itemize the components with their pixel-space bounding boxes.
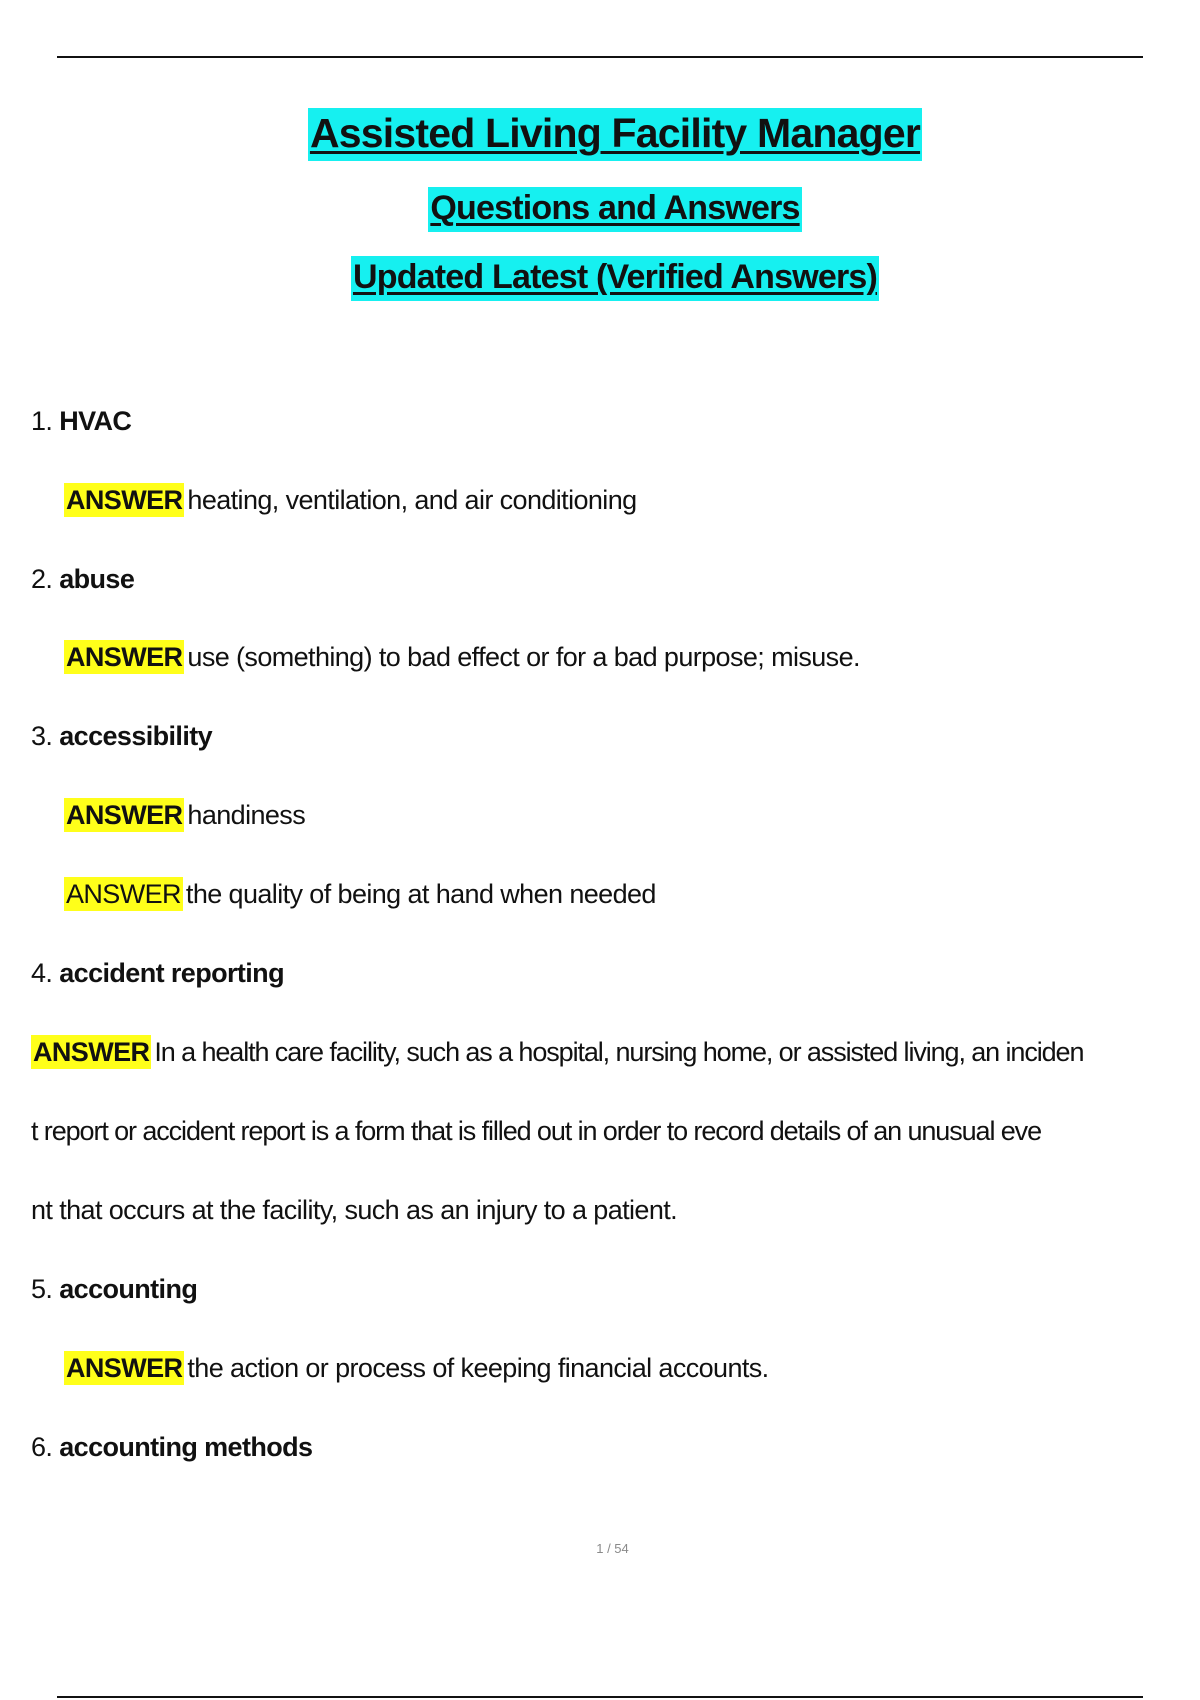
answer-item: [64, 483, 1200, 517]
answer-text-line: In a health care facility, such as a hospital, nursing home, or assisted living, an inciden: [154, 1037, 1084, 1067]
question-number: 2.: [31, 564, 53, 594]
document-title: [0, 108, 1200, 301]
answer-label: ANSWER: [66, 642, 183, 672]
answer-item: [64, 798, 1200, 832]
question-term: accessibility: [59, 721, 213, 751]
top-rule: [57, 56, 1143, 58]
answer-item: [64, 1351, 1200, 1385]
answer-text: use (something) to bad effect or for a bad purpose; misuse.: [187, 642, 860, 672]
answer-text: heating, ventilation, and air conditioning: [187, 485, 637, 515]
title-line-1: Assisted Living Facility Manager: [308, 108, 922, 161]
question-number: 5.: [31, 1274, 53, 1304]
question-item: [31, 1430, 1200, 1464]
question-number: 4.: [31, 958, 53, 988]
question-item: [31, 719, 1200, 753]
question-item: [31, 956, 1200, 990]
answer-label: ANSWER: [66, 879, 181, 909]
question-number: 6.: [31, 1432, 53, 1462]
answer-label: ANSWER: [66, 800, 183, 830]
answer-text-line: nt that occurs at the facility, such as an injury to a patient.: [31, 1195, 678, 1225]
title-line-3: Updated Latest (Verified Answers): [351, 256, 879, 301]
answer-item: [64, 640, 1200, 674]
answer-text: handiness: [187, 800, 306, 830]
answer-item: [31, 1035, 1200, 1069]
bottom-rule: [57, 1696, 1143, 1698]
question-number: 3.: [31, 721, 53, 751]
answer-text: the action or process of keeping financial accounts.: [187, 1353, 769, 1383]
question-item: [31, 1272, 1200, 1306]
question-term: accounting methods: [59, 1432, 313, 1462]
question-term: accounting: [59, 1274, 198, 1304]
answer-label: ANSWER: [66, 485, 183, 515]
question-number: 1.: [31, 406, 53, 436]
answer-text-line: t report or accident report is a form that is filled out in order to record details of an unusual eve: [31, 1116, 1041, 1146]
page-indicator: 1 / 54: [596, 1541, 629, 1556]
answer-text: the quality of being at hand when needed: [185, 879, 656, 909]
question-term: accident reporting: [59, 958, 284, 988]
answer-label: ANSWER: [66, 1353, 183, 1383]
question-item: [31, 404, 1200, 438]
answer-label: ANSWER: [33, 1037, 150, 1067]
question-term: HVAC: [59, 406, 132, 436]
question-term: abuse: [59, 564, 135, 594]
title-line-2: Questions and Answers: [428, 187, 801, 232]
question-item: [31, 562, 1200, 596]
answer-item: [64, 877, 1200, 911]
